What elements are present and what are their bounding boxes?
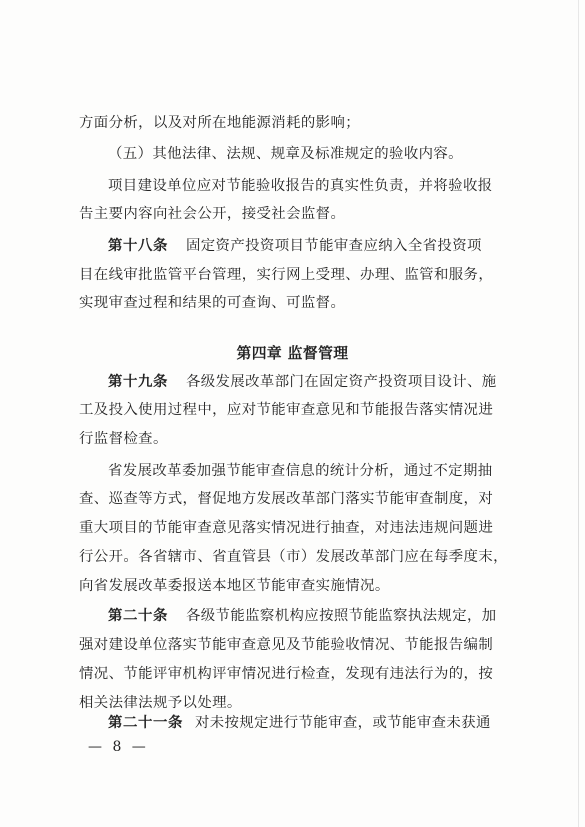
text-line: 工及投入使用过程中，应对节能审查意见和节能报告落实情况进 bbox=[79, 402, 494, 418]
article-label: 第十八条 bbox=[108, 238, 168, 254]
text-span: 对未按规定进行节能审查，或节能审查未获通 bbox=[194, 715, 491, 731]
article-19-first-line bbox=[108, 372, 500, 392]
scan-edge-line bbox=[578, 0, 579, 827]
chapter-heading: 第四章 监督管理 bbox=[236, 345, 349, 362]
text-line: （五）其他法律、法规、规章及标准规定的验收内容。 bbox=[108, 146, 463, 162]
text-line: 相关法律法规予以处理。 bbox=[79, 695, 242, 711]
text-line: 强对建设单位落实节能审查意见及节能验收情况、节能报告编制 bbox=[79, 637, 494, 653]
article-21-first-line bbox=[108, 713, 500, 733]
page-number: — 8 — bbox=[88, 739, 149, 755]
text-line: 行监督检查。 bbox=[79, 431, 168, 447]
text-line: 目在线审批监管平台管理，实行网上受理、办理、监管和服务， bbox=[79, 267, 494, 283]
text-line: 行公开。各省辖市、省直管县（市）发展改革部门应在每季度末， bbox=[79, 549, 508, 565]
text-span: 各级节能监察机构应按照节能监察执法规定，加 bbox=[185, 608, 497, 624]
text-line: 情况、节能评审机构评审情况进行检查，发现有违法行为的，按 bbox=[79, 666, 494, 682]
article-label: 第十九条 bbox=[108, 374, 168, 390]
text-line: 告主要内容向社会公开，接受社会监督。 bbox=[79, 206, 346, 222]
article-18-first-line bbox=[108, 236, 500, 256]
article-label: 第二十一条 bbox=[108, 715, 183, 731]
text-line: 方面分析，以及对所在地能源消耗的影响； bbox=[79, 115, 361, 131]
text-line: 实现审查过程和结果的可查询、可监督。 bbox=[79, 295, 346, 311]
article-label: 第二十条 bbox=[108, 608, 168, 624]
text-line: 省发展改革委加强节能审查信息的统计分析，通过不定期抽 bbox=[108, 463, 493, 479]
text-line: 向省发展改革委报送本地区节能审查实施情况。 bbox=[79, 578, 390, 594]
article-20-first-line bbox=[108, 606, 500, 626]
text-span: 固定资产投资项目节能审查应纳入全省投资项 bbox=[185, 238, 482, 254]
text-line: 查、巡查等方式，督促地方发展改革部门落实节能审查制度，对 bbox=[79, 491, 494, 507]
text-line: 重大项目的节能审查意见落实情况进行抽查，对违法违规问题进 bbox=[79, 520, 494, 536]
text-span: 各级发展改革部门在固定资产投资项目设计、施 bbox=[185, 374, 497, 390]
text-line: 项目建设单位应对节能验收报告的真实性负责，并将验收报 bbox=[108, 178, 493, 194]
